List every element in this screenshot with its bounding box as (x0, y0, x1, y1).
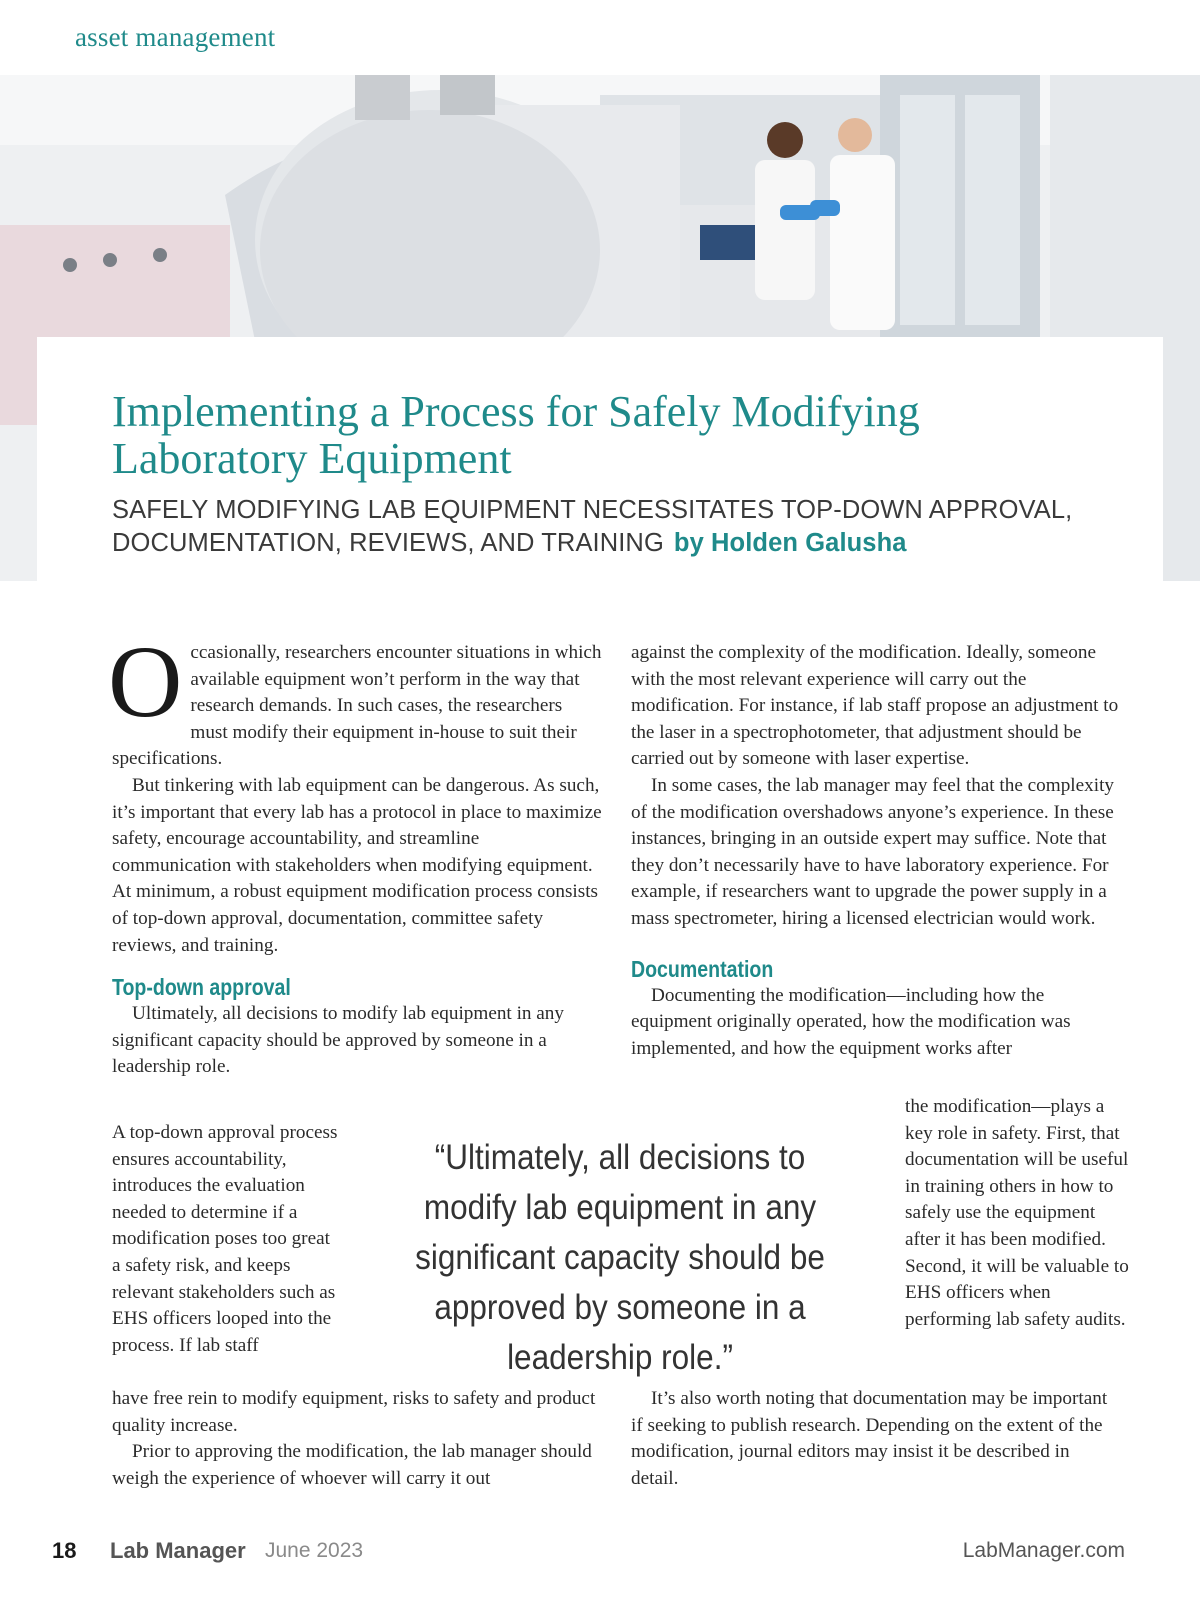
magazine-name: Lab Manager (110, 1538, 246, 1563)
paragraph: But tinkering with lab equipment can be dangerous. As such, it’s important that every lab has a protocol in place to maximize safety, encourage accountability, and streamline communication with stakeholders when modifying equipment. At minimum, a robust equipment modification process consists of top-down approval, documentation, committee safety reviews, and training. (112, 774, 602, 956)
deck-line-1: SAFELY MODIFYING LAB EQUIPMENT NECESSITATES TOP-DOWN APPROVAL, (112, 496, 1073, 524)
drop-cap: O (108, 625, 183, 739)
subhead-top-down-approval: Top-down approval (112, 974, 291, 1001)
subhead-documentation: Documentation (631, 955, 774, 982)
paragraph: In some cases, the lab manager may feel that the complexity of the modification overshadows anyone’s experience. In these instances, bringing in an outside expert may suffice. Note that they don’t necessarily have to have laboratory experience. For example, if researchers want to upgrade the power supply in a mass spectrometer, hiring a licensed electrician would work. (631, 774, 1114, 929)
paragraph: A top-down approval process ensures accountability, introduces the evaluation needed to determine if a modification poses too great a safety risk, and keeps relevant stakeholders such as EHS officers looped into the process. If lab staff (112, 1122, 338, 1356)
body-column-left-narrow (112, 1120, 342, 1359)
body-column-left (108, 625, 602, 1081)
article-headline (112, 388, 1012, 482)
section-label: asset management (75, 22, 276, 52)
byline: by Holden Galusha (673, 529, 907, 557)
article-deck (112, 494, 1112, 560)
page-footer (0, 1538, 1200, 1578)
paragraph: It’s also worth noting that documentation may be important if seeking to publish research. Depending on the extent of the modification, journal editors may insist it be described in detail. (631, 1388, 1108, 1489)
headline-line-2: Laboratory Equipment (112, 434, 512, 483)
deck-line-2: DOCUMENTATION, REVIEWS, AND TRAINING (112, 529, 664, 557)
paragraph: Documenting the modification—including how the equipment originally operated, how the modification was implemented, and how the equipment works after (631, 984, 1071, 1059)
website: LabManager.com (962, 1539, 1125, 1562)
paragraph: against the complexity of the modification. Ideally, someone with the most relevant experience will carry out the modification. For instance, if lab staff propose an adjustment to the laser in a spectrophotometer, that adjustment should be carried out by someone with laser expertise. (631, 642, 1119, 770)
body-column-left-bottom (112, 1386, 602, 1492)
pull-quote: “Ultimately, all decisions to modify lab equipment in any significant capacity should be approved by someone in a leadership role.” (415, 1138, 825, 1377)
page-number: 18 (52, 1538, 77, 1563)
headline-line-1: Implementing a Process for Safely Modifying (112, 387, 920, 436)
paragraph-text: ccasionally, researchers encounter situations in which available equipment won’t perform in the way that research demands. In such cases, the researchers must modify their equipment in-house to suit their specifications. (112, 642, 602, 770)
body-column-right-narrow (905, 1094, 1130, 1333)
body-column-right (631, 640, 1121, 1062)
paragraph (108, 625, 602, 773)
body-column-right-bottom (631, 1386, 1121, 1492)
paragraph: Prior to approving the modification, the lab manager should weigh the experience of whoever will carry it out (112, 1441, 592, 1489)
paragraph: the modification—plays a key role in safety. First, that documentation will be useful in training others in how to safely use the equipment after it has been modified. Second, it will be valuable to EHS officers when performing lab safety audits. (905, 1096, 1129, 1330)
paragraph: have free rein to modify equipment, risks to safety and product quality increase. (112, 1388, 596, 1436)
issue-date: June 2023 (265, 1539, 364, 1562)
paragraph: Ultimately, all decisions to modify lab equipment in any significant capacity should be approved by someone in a leadership role. (112, 1003, 564, 1078)
